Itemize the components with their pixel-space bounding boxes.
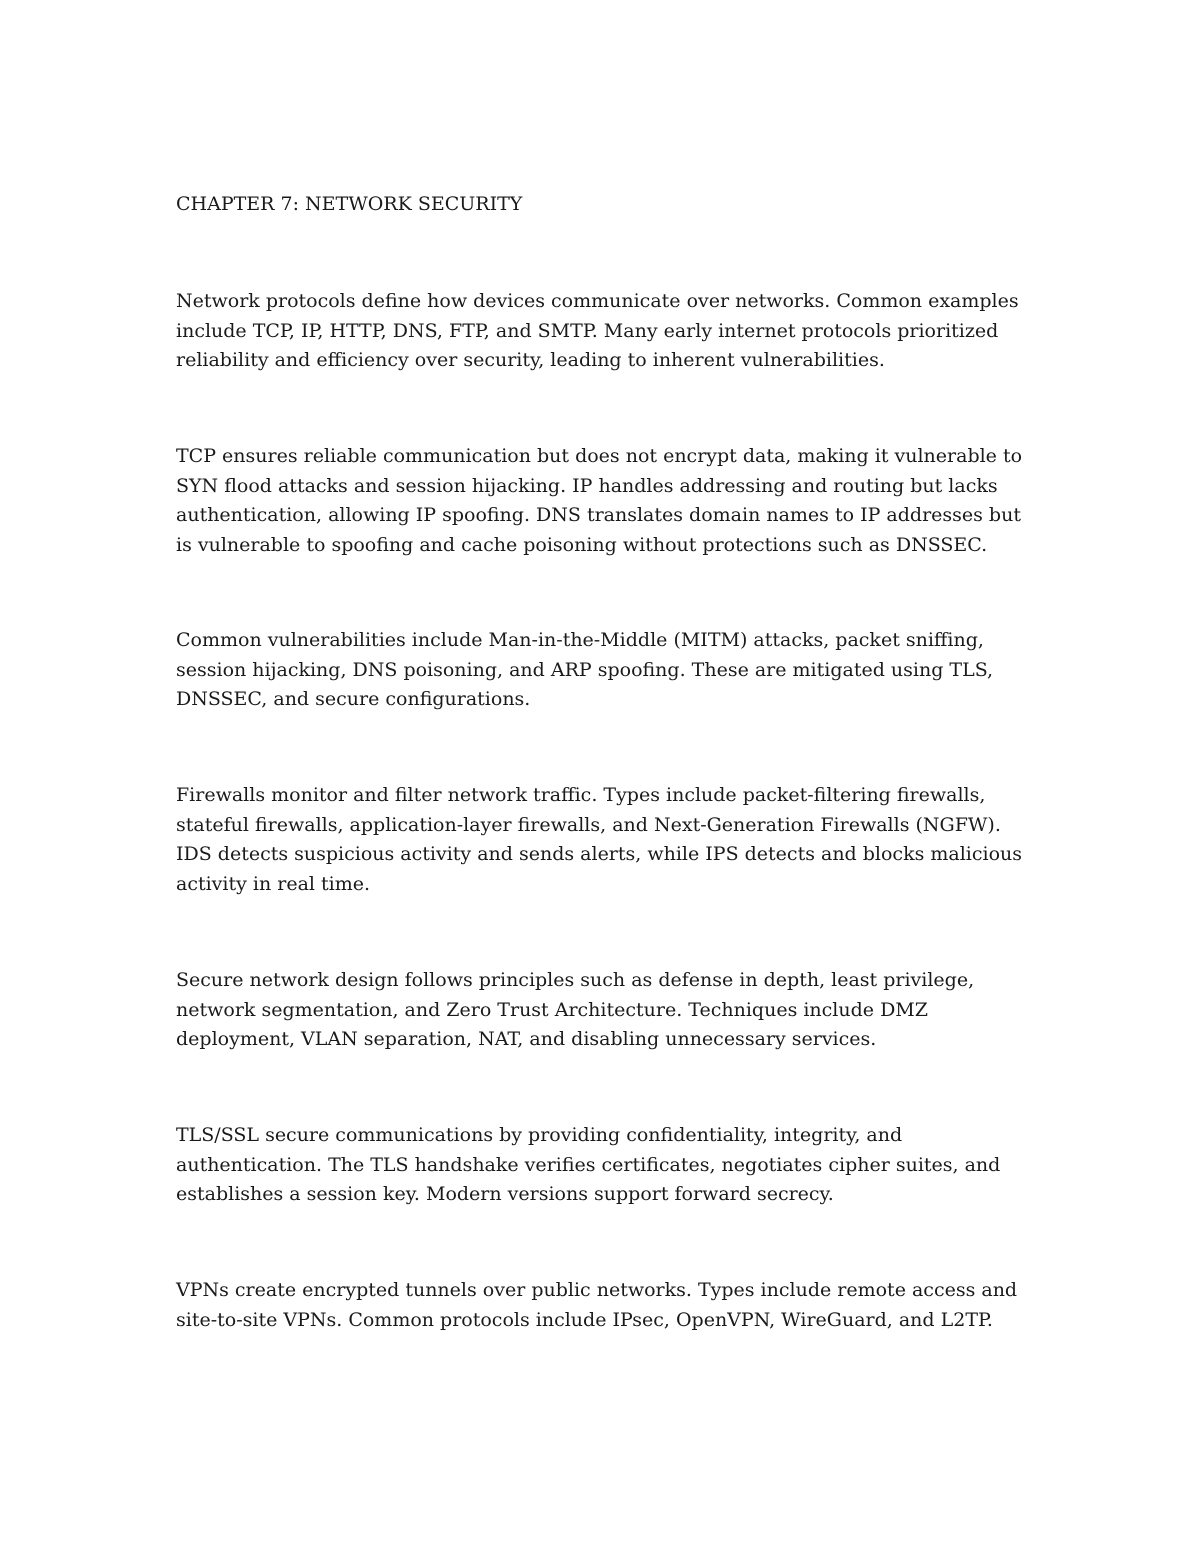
paragraph-common-vulnerabilities: Common vulnerabilities include Man-in-the-Middle (MITM) attacks, packet sniffing, session hijacking, DNS poisoning, and ARP spoofing. These are mitigated using TLS, DNSSEC, and secure configurations. bbox=[176, 629, 994, 710]
paragraph-network-protocols: Network protocols define how devices communicate over networks. Common examples include TCP, IP, HTTP, DNS, FTP, and SMTP. Many early internet protocols prioritized reliability and efficiency over security, leading to inherent vulnerabilities. bbox=[176, 290, 1019, 371]
paragraph-vpns: VPNs create encrypted tunnels over public networks. Types include remote access and site-to-site VPNs. Common protocols include IPsec, OpenVPN, WireGuard, and L2TP. bbox=[176, 1279, 1018, 1331]
paragraph-firewalls-ids-ips: Firewalls monitor and filter network traffic. Types include packet-filtering firewalls, stateful firewalls, application-layer firewalls, and Next-Generation Firewalls (NGFW). IDS detects suspicious activity and sends alerts, while IPS detects and blocks malicious activity in real time. bbox=[176, 784, 1023, 895]
paragraph-tcp-ip-dns: TCP ensures reliable communication but does not encrypt data, making it vulnerable to SYN flood attacks and session hijacking. IP handles addressing and routing but lacks authentication, allowing IP spoofing. DNS translates domain names to IP addresses but is vulnerable to spoofing and cache poisoning without protections such as DNSSEC. bbox=[176, 445, 1023, 556]
paragraph-secure-network-design: Secure network design follows principles such as defense in depth, least privilege, network segmentation, and Zero Trust Architecture. Techniques include DMZ deployment, VLAN separation, NAT, and disabling unnecessary services. bbox=[176, 969, 975, 1050]
chapter-heading: CHAPTER 7: NETWORK SECURITY bbox=[176, 193, 523, 215]
paragraph-tls-ssl: TLS/SSL secure communications by providing confidentiality, integrity, and authentication. The TLS handshake verifies certificates, negotiates cipher suites, and establishes a session key. Modern versions support forward secrecy. bbox=[176, 1124, 1001, 1205]
